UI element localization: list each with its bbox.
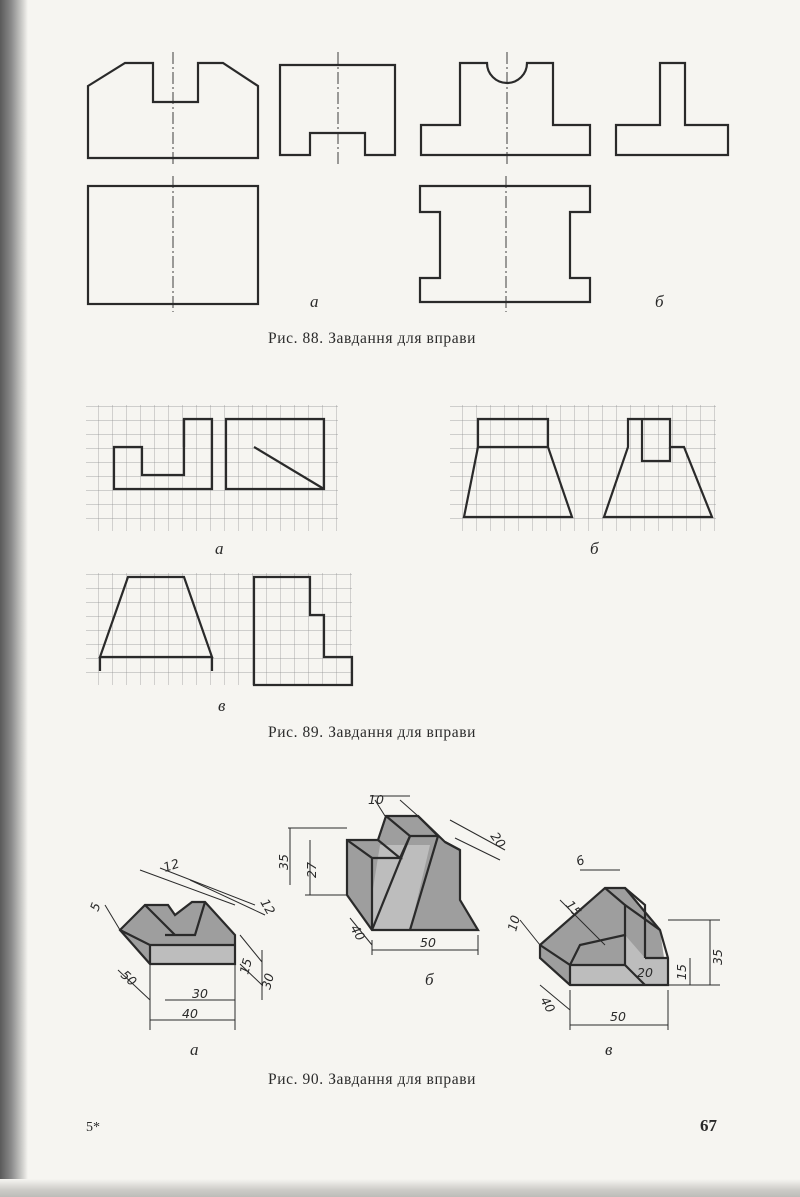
fig89-label-a: а xyxy=(215,539,224,558)
dim-a-30-bottom: 30 xyxy=(192,986,208,1001)
dim-v-10: 10 xyxy=(504,913,524,933)
fig90-label-b: б xyxy=(425,970,434,989)
fig90-b-isometric xyxy=(276,792,509,955)
fig90-label-v: в xyxy=(605,1040,613,1059)
dim-a-50: 50 xyxy=(117,967,140,989)
fig89-label-v: в xyxy=(218,696,226,715)
dim-b-50: 50 xyxy=(420,935,436,950)
fig90-v-isometric xyxy=(504,852,725,1030)
fig90-a-isometric xyxy=(87,856,279,1030)
dim-b-40: 40 xyxy=(347,922,369,944)
dim-a-30-side: 30 xyxy=(258,971,278,991)
dim-b-10: 10 xyxy=(368,792,384,807)
printer-signature-mark: 5* xyxy=(86,1120,100,1135)
page-number: 67 xyxy=(700,1116,717,1135)
dim-v-50: 50 xyxy=(610,1009,626,1024)
fig90-caption: Рис. 90. Завдання для вправи xyxy=(268,1071,477,1088)
dim-b-35: 35 xyxy=(276,854,291,870)
dim-b-20: 20 xyxy=(487,829,509,851)
fig89-caption: Рис. 89. Завдання для вправи xyxy=(268,724,477,741)
dim-a-12-top: 12 xyxy=(161,855,182,875)
fig88-caption: Рис. 88. Завдання для вправи xyxy=(268,330,477,347)
dim-v-15-diag: 15 xyxy=(562,897,585,920)
fig88-label-b: б xyxy=(655,292,664,311)
dim-v-6: 6 xyxy=(573,852,587,869)
fig90-label-a: а xyxy=(190,1040,199,1059)
dim-a-12-side: 12 xyxy=(257,896,279,918)
fig88-label-a: а xyxy=(310,292,319,311)
dim-b-27: 27 xyxy=(304,862,319,878)
dim-a-40: 40 xyxy=(182,1006,198,1021)
dim-v-20: 20 xyxy=(637,965,653,980)
dim-v-35: 35 xyxy=(710,949,725,965)
dim-v-40: 40 xyxy=(537,994,559,1016)
dim-a-15: 15 xyxy=(236,956,256,976)
dim-a-5: 5 xyxy=(86,900,104,914)
dim-v-15-side: 15 xyxy=(674,964,689,980)
fig89-label-b: б xyxy=(590,539,599,558)
